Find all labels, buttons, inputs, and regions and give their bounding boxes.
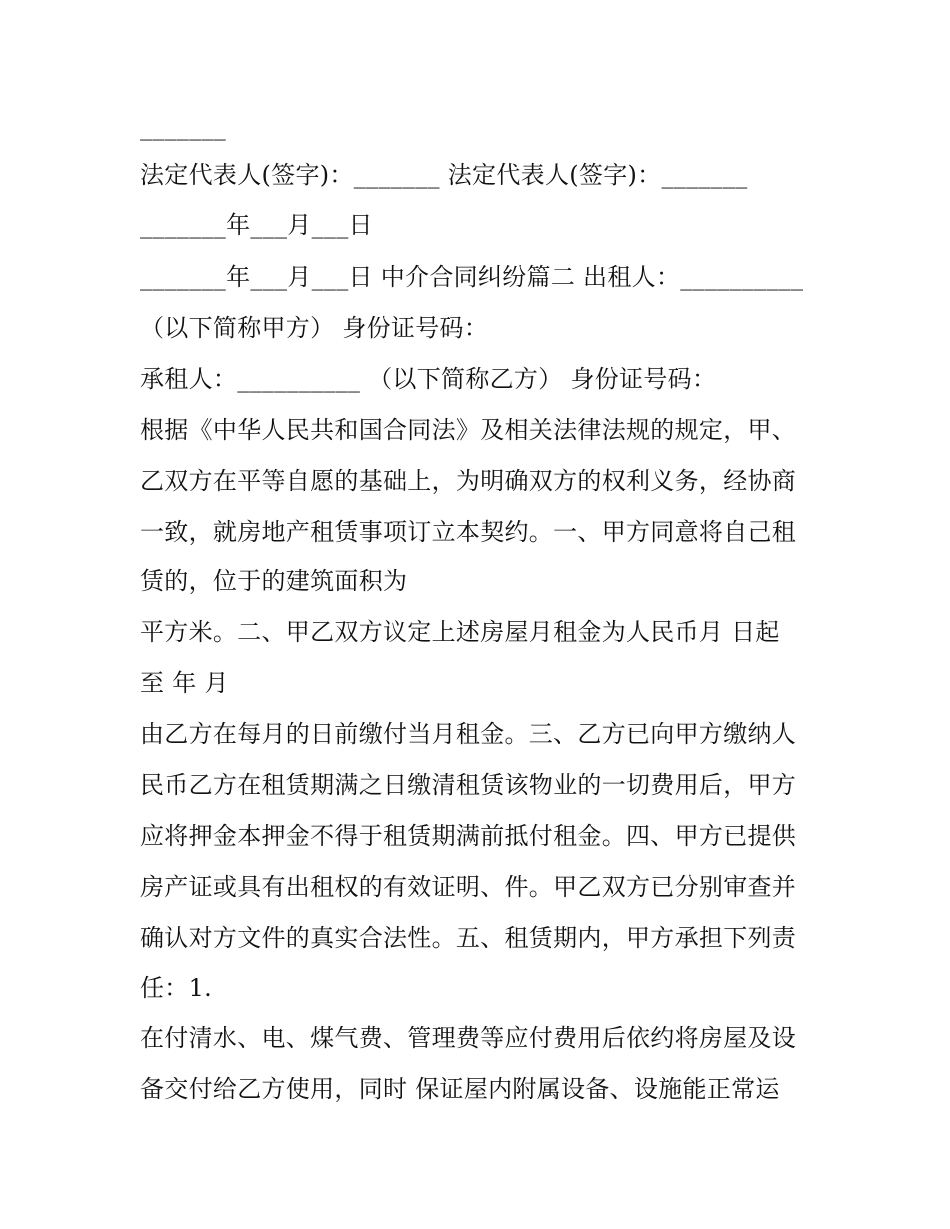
text-line: _______年___月___日 中介合同纠纷篇二 出租人：__________ <box>140 263 804 291</box>
text-line: 赁的，位于的建筑面积为 <box>140 567 408 595</box>
text-line: 民币乙方在租赁期满之日缴清租赁该物业的一切费用后，甲方 <box>140 771 797 799</box>
text-line: 平方米。二、甲乙双方议定上述房屋月租金为人民币月 日起 <box>140 618 780 646</box>
text-line: 法定代表人(签字)：_______ 法定代表人(签字)：_______ <box>140 161 748 189</box>
text-line: 至 年 月 <box>140 669 229 697</box>
text-line: 备交付给乙方使用，同时 保证屋内附属设备、设施能正常运 <box>140 1075 780 1103</box>
text-line: 在付清水、电、煤气费、管理费等应付费用后依约将房屋及设 <box>140 1024 797 1052</box>
text-line: 由乙方在每月的日前缴付当月租金。三、乙方已向甲方缴纳人 <box>140 720 797 748</box>
text-line: _______年___月___日 <box>140 211 373 239</box>
text-line: （以下简称甲方） 身份证号码： <box>140 314 489 342</box>
text-line: 任：1. <box>140 974 213 1002</box>
text-line: 一致，就房地产租赁事项订立本契约。一、甲方同意将自己租 <box>140 518 797 546</box>
text-line: 应将押金本押金不得于租赁期满前抵付租金。四、甲方已提供 <box>140 822 797 850</box>
text-line: 房产证或具有出租权的有效证明、件。甲乙双方已分别审查并 <box>140 873 797 901</box>
text-line: 承租人：__________ （以下简称乙方） 身份证号码： <box>140 365 717 393</box>
text-line: 乙双方在平等自愿的基础上，为明确双方的权利义务，经协商 <box>140 467 797 495</box>
text-line: 确认对方文件的真实合法性。五、租赁期内，甲方承担下列责 <box>140 924 797 952</box>
text-line: 根据《中华人民共和国合同法》及相关法律法规的规定，甲、 <box>140 416 797 444</box>
text-line: _______ <box>140 113 227 141</box>
